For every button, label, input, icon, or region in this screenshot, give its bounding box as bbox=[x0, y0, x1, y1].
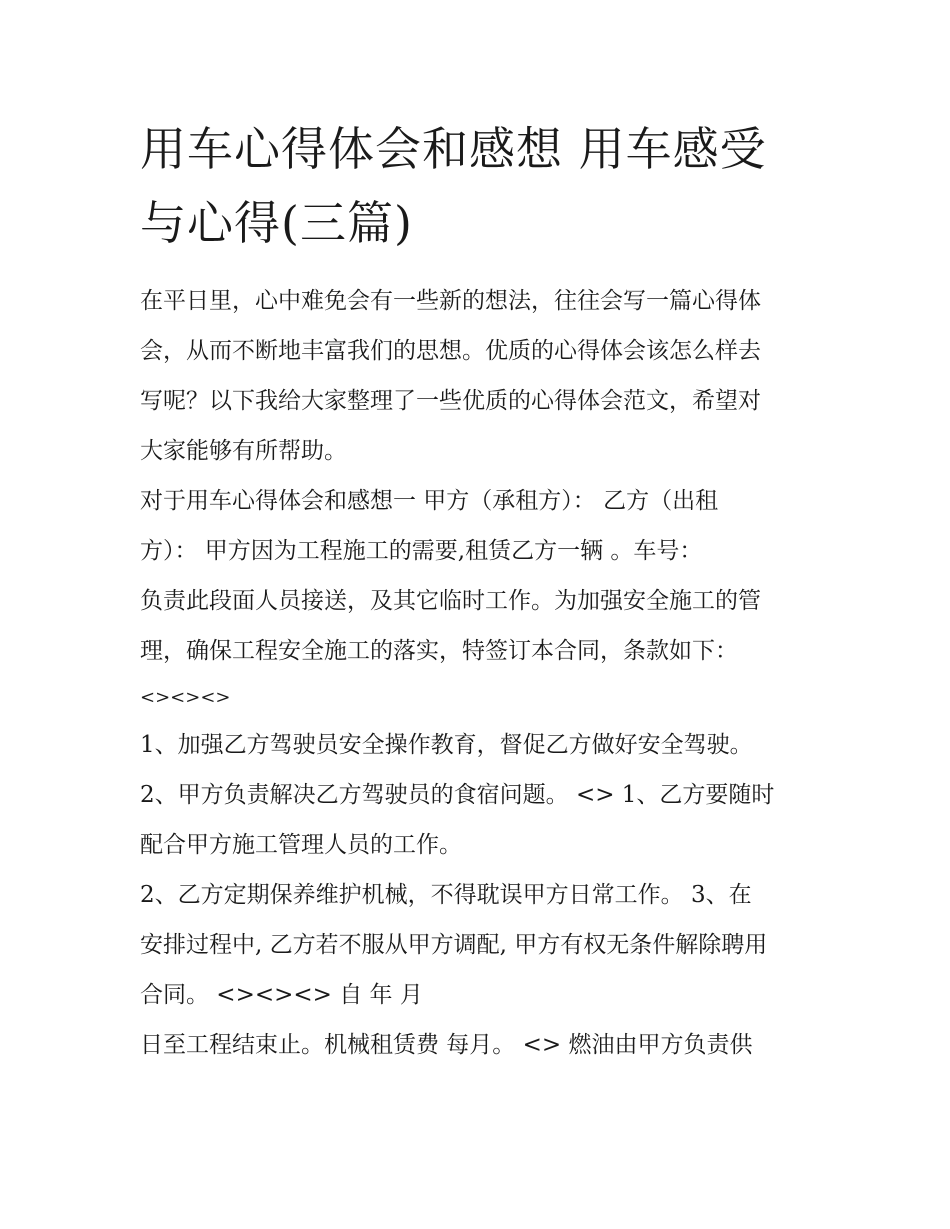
document-title bbox=[140, 112, 820, 260]
body-line: 在平日里，心中难免会有一些新的想法，往往会写一篇心得体 bbox=[140, 288, 761, 314]
body-line: 安排过程中, 乙方若不服从甲方调配, 甲方有权无条件解除聘用 bbox=[140, 932, 768, 958]
body-line: <><><> bbox=[140, 687, 231, 708]
body-line: 方）： 甲方因为工程施工的需要,租赁乙方一辆 。车号： bbox=[140, 538, 703, 564]
body-line: 理，确保工程安全施工的落实，特签订本合同，条款如下： bbox=[140, 638, 738, 664]
body-line: 1、加强乙方驾驶员安全操作教育，督促乙方做好安全驾驶。 bbox=[140, 732, 753, 758]
body-line: 负责此段面人员接送，及其它临时工作。为加强安全施工的管 bbox=[140, 588, 761, 614]
body-line: 2、甲方负责解决乙方驾驶员的食宿问题。 <> 1、乙方要随时 bbox=[140, 782, 775, 808]
title-line: 与心得(三篇) bbox=[140, 196, 413, 250]
body-line: 日至工程结束止。机械租赁费 每月。 <> 燃油由甲方负责供 bbox=[140, 1032, 753, 1058]
body-line: 大家能够有所帮助。 bbox=[140, 438, 347, 464]
document-body bbox=[140, 276, 820, 1070]
body-line: 对于用车心得体会和感想一 甲方（承租方）： 乙方（出租 bbox=[140, 488, 719, 514]
body-line: 配合甲方施工管理人员的工作。 bbox=[140, 832, 462, 858]
body-line: 2、乙方定期保养维护机械，不得耽误甲方日常工作。 3、在 bbox=[140, 882, 752, 908]
body-line: 写呢？以下我给大家整理了一些优质的心得体会范文，希望对 bbox=[140, 388, 761, 414]
body-line: 合同。 <><><> 自 年 月 bbox=[140, 982, 423, 1008]
title-line: 用车心得体会和感想 用车感受 bbox=[140, 122, 767, 176]
body-line: 会，从而不断地丰富我们的思想。优质的心得体会该怎么样去 bbox=[140, 338, 761, 364]
